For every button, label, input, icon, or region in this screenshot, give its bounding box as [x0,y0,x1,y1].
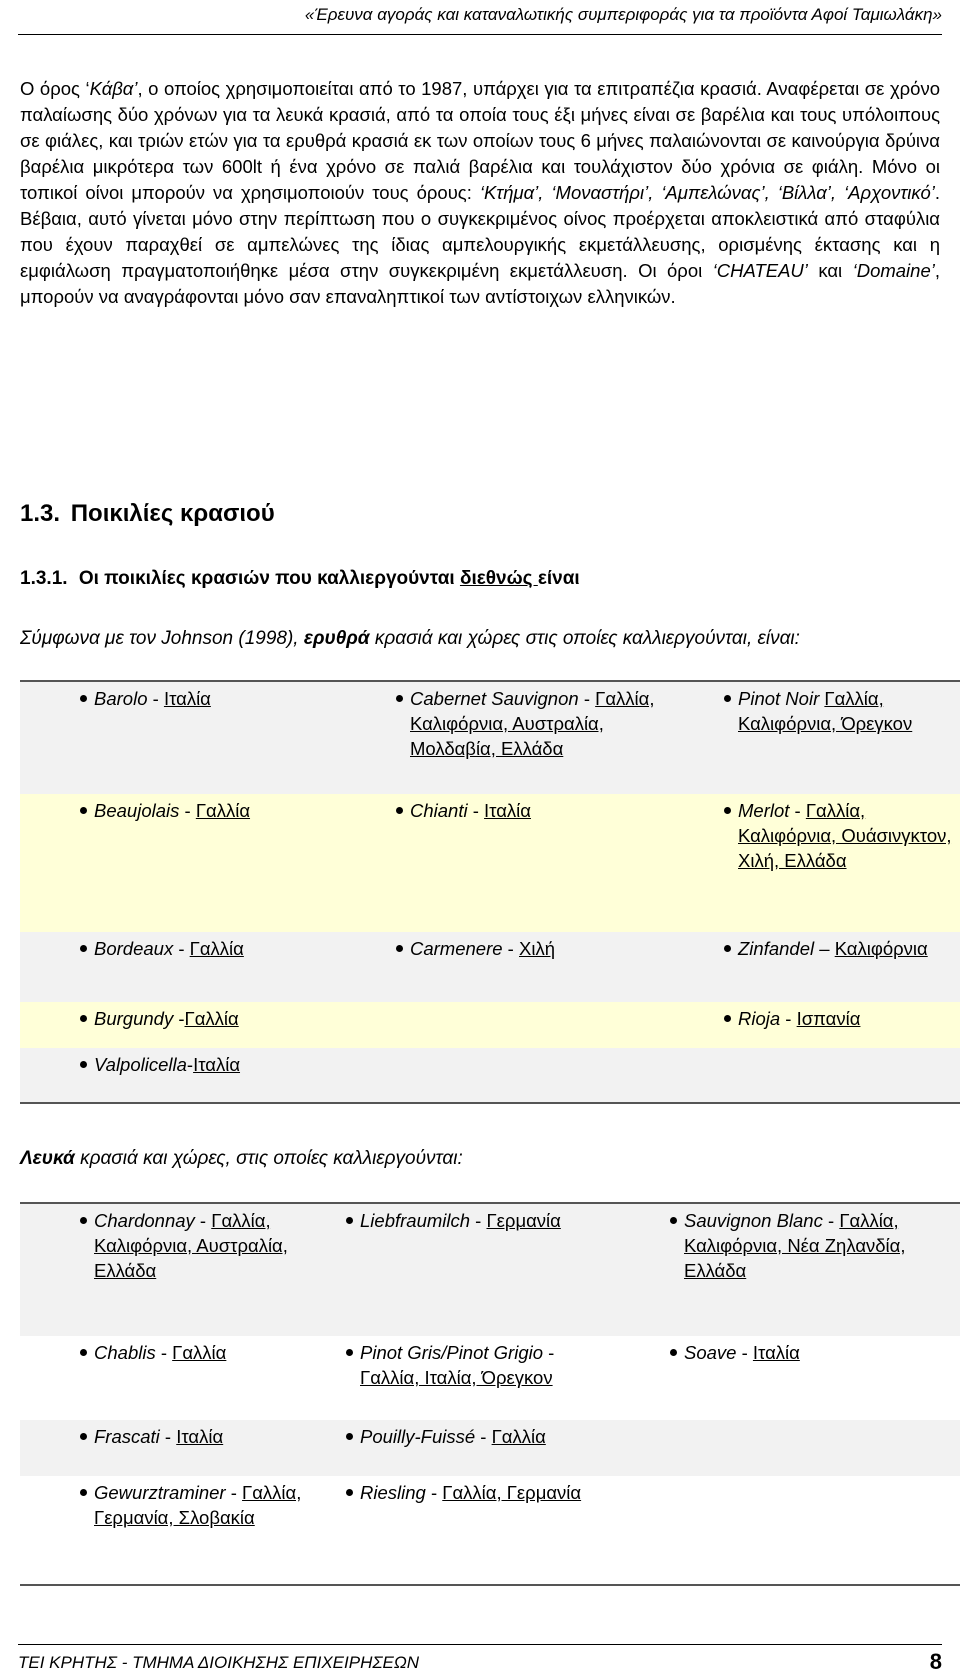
table-cell [616,1336,960,1420]
wine-variety: Riesling [360,1482,426,1503]
intro-text: Σύμφωνα με τον Johnson (1998), [20,628,304,649]
wine-variety: Gewurztraminer [94,1482,226,1503]
wine-variety: Beaujolais [94,800,180,821]
wine-entry [394,798,670,823]
wine-text [738,936,960,961]
table-cell [20,1048,334,1103]
separator: - [789,800,806,821]
table-cell [670,1048,960,1103]
table-cell [20,1203,308,1336]
table-cell [20,1002,334,1048]
wine-entry [78,1424,308,1449]
wine-text [94,1340,308,1365]
bullet-icon [394,936,410,961]
wine-entry [394,686,670,761]
wine-entry [722,936,960,961]
wine-countries: Γαλλία [184,1008,239,1029]
table-row [20,1203,960,1336]
wine-variety: Zinfandel [738,938,815,959]
wine-text [94,1480,308,1530]
wine-entry [344,1480,616,1505]
table-cell [308,1476,616,1585]
wine-variety: Frascati [94,1426,160,1447]
table-row [20,932,960,1002]
wine-text [360,1208,616,1233]
table-cell [20,1476,308,1585]
bullet-icon [668,1340,684,1365]
bullet-icon [344,1208,360,1233]
wine-entry [78,1006,334,1031]
table-cell [670,932,960,1002]
para-term-domaine: ‘Domaine’ [852,260,935,281]
intro-text: κρασιά και χώρες στις οποίες καλλιεργούνται, είναι: [369,628,800,649]
separator: - [173,1008,185,1029]
wine-entry [722,1006,960,1031]
wine-countries: Ιταλία [193,1054,241,1075]
wine-text [360,1340,616,1390]
subsection-title-end: είναι [537,568,580,589]
intro-emphasis: Λευκά [20,1148,75,1169]
separator: - [147,688,164,709]
wine-text [410,798,670,823]
red-wines-intro [20,628,800,650]
wine-entry [78,798,334,823]
para-text: , ο οποίος χρησιμοποιείται από το 1987, υπάρχει για τα επιτραπέζια κρασιά. Αναφέρεται σε χρόνο παλαίωσης δύο χρόνων για τα λευκά κρασιά, από τα οποία τους έξι μήνες είναι σε βαρέλια και τους υπόλοιπους σε φιάλες, και τριών ετών για τα ερυθρά κρασιά εκ των οποίων τους 6 μήνες παλαιώνονται σε καινούργια δρύινα βαρέλια μικρότερα των 600lt ή ένα χρόνο σε παλιά βαρέλια και τουλάχιστον δύο χρόνια σε φιάλη. Μόνο οι τοπικοί οίνοι μπορούν να χρησιμοποιούν τους όρους: [20,78,941,203]
table-cell [308,1420,616,1476]
wine-countries: Καλιφόρνια [834,938,928,959]
wine-text [684,1340,960,1365]
separator: - [543,1342,555,1363]
bullet-icon [344,1340,360,1390]
table-cell [20,1420,308,1476]
header-title: «Έρευνα αγοράς και καταναλωτικής συμπεριφοράς για τα προϊόντα Αφοί Ταμιωλάκη» [304,5,942,24]
table-cell [308,1203,616,1336]
wine-countries: Ισπανία [796,1008,861,1029]
table-cell [670,794,960,932]
white-wines-table [20,1202,960,1586]
wine-variety: Burgundy [94,1008,174,1029]
page-header [18,0,942,35]
para-term-chateau: ‘CHATEAU’ [712,260,808,281]
para-term-kava: Κάβα’ [89,78,138,99]
wine-variety: Carmenere [410,938,503,959]
wine-countries: Γαλλία, Καλιφόρνια, Ουάσινγκτον, Χιλή, Ελλάδα [738,800,952,871]
wine-countries: Γαλλία, Γερμανία [442,1482,582,1503]
wine-text [410,686,670,761]
wine-variety: Chianti [410,800,468,821]
wine-countries: Γαλλία [189,938,244,959]
page-number: 8 [929,1649,942,1674]
bullet-icon [722,686,738,736]
wine-text [360,1424,616,1449]
separator: - [179,800,196,821]
bullet-icon [78,1340,94,1365]
wine-text [94,686,334,711]
wine-text [94,1424,308,1449]
wine-countries: Γαλλία, Καλιφόρνια, Νέα Ζηλανδία, Ελλάδα [684,1210,906,1281]
wine-entry [78,686,334,711]
wine-entry [668,1208,960,1283]
wine-entry [722,798,960,873]
wine-entry [78,1480,308,1530]
table-row [20,794,960,932]
wine-text [94,1208,308,1283]
para-terms-greek: ‘Κτήμα’, ‘Μοναστήρι’, ‘Αμπελώνας’, ‘Βίλλα’, ‘Αρχοντικό’ [479,182,935,203]
table-cell [334,794,670,932]
wine-text [738,686,960,736]
intro-emphasis: ερυθρά [303,628,370,649]
wine-text [94,936,334,961]
wine-variety: Cabernet Sauvignon [410,688,579,709]
wine-entry [344,1340,616,1390]
wine-text [94,1006,334,1031]
wine-countries: Γαλλία, Καλιφόρνια, Αυστραλία, Μολδαβία, Ελλάδα [410,688,655,759]
table-cell [334,932,670,1002]
bullet-icon [668,1208,684,1283]
separator: - [470,1210,487,1231]
wine-countries: Ιταλία [163,688,211,709]
wine-variety: Bordeaux [94,938,174,959]
bullet-icon [722,1006,738,1031]
table-cell [334,681,670,794]
wine-variety: Sauvignon Blanc [684,1210,823,1231]
para-text: Ο όρος ‘ [20,78,90,99]
separator: - [194,1210,212,1231]
bullet-icon [78,936,94,961]
wine-variety: Soave [684,1342,737,1363]
separator: - [822,1210,840,1231]
bullet-icon [722,936,738,961]
wine-variety: Chablis [94,1342,156,1363]
wine-entry [668,1340,960,1365]
table-row [20,1420,960,1476]
table-cell [334,1048,670,1103]
section-title: Ποικιλίες κρασιού [70,500,275,527]
separator: - [155,1342,173,1363]
para-text: , μπορούν να αναγράφονται μόνο σαν επαναληπτικοί των αντίστοιχων ελληνικών. [20,260,940,307]
wine-text [94,798,334,823]
bullet-icon [78,686,94,711]
table-cell [670,1002,960,1048]
table-row [20,1336,960,1420]
table-cell [20,932,334,1002]
bullet-icon [78,1480,94,1530]
bullet-icon [344,1424,360,1449]
table-cell [20,1336,308,1420]
wine-variety: Valpolicella [94,1054,187,1075]
bullet-icon [394,798,410,823]
wine-countries: Γαλλία, Γερμανία, Σλοβακία [94,1482,302,1528]
wine-entry [78,1052,334,1077]
table-cell [616,1476,960,1585]
separator: - [173,938,190,959]
subsection-title: Οι ποικιλίες κρασιών που καλλιεργούνται [78,568,460,589]
wine-countries: Γαλλία, Καλιφόρνια, Όρεγκον [738,688,913,734]
wine-text [738,798,960,873]
table-row [20,1048,960,1103]
intro-text: κρασιά και χώρες, στις οποίες καλλιεργούνται: [74,1148,463,1169]
separator: - [159,1426,177,1447]
separator: – [814,938,835,959]
wine-entry [344,1424,616,1449]
table-row [20,1002,960,1048]
section-heading [20,500,275,528]
wine-countries: Γαλλία, Καλιφόρνια, Αυστραλία, Ελλάδα [94,1210,288,1281]
wine-variety: Pinot Noir [738,688,820,709]
wine-countries: Γαλλία [491,1426,546,1447]
separator: - [425,1482,443,1503]
subsection-number: 1.3.1. [20,568,68,589]
wine-entry [78,936,334,961]
table-cell [616,1420,960,1476]
wine-text [360,1480,616,1505]
wine-entry [78,1208,308,1283]
separator: - [780,1008,797,1029]
wine-text [684,1208,960,1283]
table-row [20,1476,960,1585]
bullet-icon [78,1052,94,1077]
bullet-icon [722,798,738,873]
bullet-icon [78,798,94,823]
section-number: 1.3. [20,500,61,527]
separator: - [225,1482,243,1503]
wine-entry [394,936,670,961]
separator: - [467,800,485,821]
wine-variety: Chardonnay [94,1210,195,1231]
table-cell [20,794,334,932]
separator: - [475,1426,492,1447]
bullet-icon [344,1480,360,1505]
table-row [20,681,960,794]
para-text: και [807,260,853,281]
wine-countries: Γαλλία [172,1342,227,1363]
wine-countries: Γαλλία, Ιταλία, Όρεγκον [360,1367,553,1388]
page-footer [18,1644,942,1675]
table-cell [20,681,334,794]
body-paragraph [20,76,940,310]
bullet-icon [78,1424,94,1449]
bullet-icon [78,1006,94,1031]
table-cell [334,1002,670,1048]
wine-entry [722,686,960,736]
table-cell [616,1203,960,1336]
separator: - [502,938,519,959]
separator: - [578,688,596,709]
separator: - [736,1342,753,1363]
wine-text [410,936,670,961]
wine-countries: Ιταλία [484,800,531,821]
wine-variety: Barolo [94,688,148,709]
footer-institution: ΤΕΙ ΚΡΗΤΗΣ - ΤΜΗΜΑ ΔΙΟΙΚΗΣΗΣ ΕΠΙΧΕΙΡΗΣΕΩΝ [18,1653,420,1672]
wine-variety: Liebfraumilch [360,1210,471,1231]
subsection-title-underlined: διεθνώς [459,568,538,589]
wine-variety: Merlot [738,800,790,821]
wine-countries: Γερμανία [486,1210,561,1231]
table-cell [670,681,960,794]
subsection-heading [20,568,580,590]
white-wines-intro [20,1148,463,1170]
bullet-icon [78,1208,94,1283]
wine-variety: Pouilly-Fuissé [360,1426,476,1447]
wine-entry [78,1340,308,1365]
wine-text [738,1006,960,1031]
wine-countries: Χιλή [519,938,555,959]
wine-entry [344,1208,616,1233]
separator: - [186,1054,194,1075]
wine-countries: Ιταλία [752,1342,800,1363]
red-wines-table [20,680,960,1104]
wine-variety: Rioja [738,1008,781,1029]
table-cell [308,1336,616,1420]
bullet-icon [394,686,410,761]
para-text: . Βέβαια, αυτό γίνεται μόνο στην περίπτωση που ο συγκεκριμένος οίνος προέρχεται αποκλειστικά από σταφύλια που έχουν παραχθεί σε αμπελώνες της ίδιας αμπελουργικής εκμετάλλευσης, ορισμένης έκτασης και η εμφιάλωση πραγματοποιήθηκε μέσα στην συγκεκριμένη εκμετάλλευση. Οι όροι [20,182,940,281]
wine-countries: Ιταλία [176,1426,224,1447]
wine-countries: Γαλλία [195,800,251,821]
wine-variety: Pinot Gris/Pinot Grigio [360,1342,544,1363]
wine-text [94,1052,334,1077]
